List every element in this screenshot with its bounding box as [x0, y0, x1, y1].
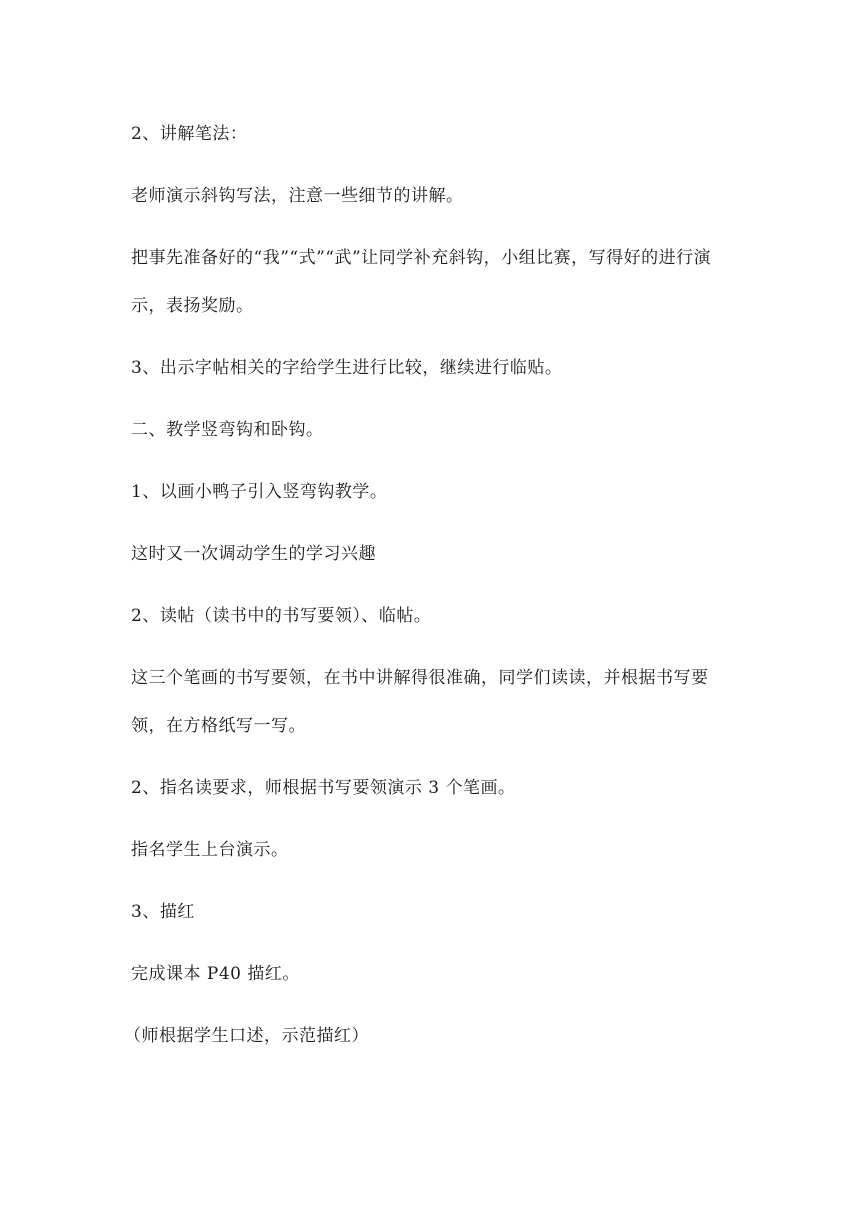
document-body — [124, 110, 741, 1060]
paragraph-teacher-tracing-note: （师根据学生口述，示范描红） — [124, 1026, 369, 1046]
paragraph-section-3-compare: 3、出示字帖相关的字给学生进行比较，继续进行临贴。 — [131, 358, 563, 378]
paragraph-section-2-heading: 2、讲解笔法： — [131, 124, 248, 144]
paragraph-writing-essentials: 这三个笔画的书写要领，在书中讲解得很准确，同学们读读，并根据书写要领，在方格纸写一写。 — [131, 668, 709, 736]
paragraph-interest: 这时又一次调动学生的学习兴趣 — [131, 544, 376, 564]
paragraph-textbook-tracing: 完成课本 P40 描红。 — [131, 964, 300, 984]
paragraph-part-two-heading: 二、教学竖弯钩和卧钩。 — [131, 420, 324, 440]
paragraph-tracing-heading: 3、描红 — [131, 902, 195, 922]
paragraph-group-competition: 把事先准备好的“我”“式”“武”让同学补充斜钩，小组比赛，写得好的进行演示，表扬奖励。 — [131, 248, 712, 316]
paragraph-teacher-demo: 老师演示斜钩写法，注意一些细节的讲解。 — [131, 186, 464, 206]
paragraph-read-copy: 2、读帖（读书中的书写要领）、临帖。 — [131, 606, 432, 626]
paragraph-duckling-intro: 1、以画小鸭子引入竖弯钩教学。 — [131, 482, 388, 502]
paragraph-student-demo: 指名学生上台演示。 — [131, 840, 289, 860]
paragraph-named-reading: 2、指名读要求，师根据书写要领演示 3 个笔画。 — [131, 778, 516, 798]
